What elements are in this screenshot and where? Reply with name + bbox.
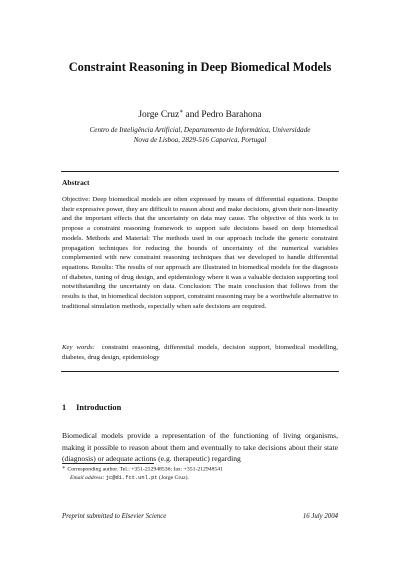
affiliation	[40, 125, 360, 145]
footnote-rule	[62, 463, 154, 464]
author-name-first: Jorge Cruz	[138, 110, 180, 121]
affiliation-line-1: Centro de Inteligência Artificial, Departamento de Informática, Universidade	[89, 126, 311, 134]
footnote-mark: ∗	[62, 466, 66, 471]
affiliation-line-2: Nova de Lisboa, 2829-516 Caparica, Portugal	[133, 136, 267, 144]
footnote	[62, 465, 338, 482]
abstract-bottom-rule	[61, 371, 339, 372]
paper-title: Constraint Reasoning in Deep Biomedical Models	[68, 60, 332, 74]
section-title: Introduction	[76, 403, 122, 412]
abstract-top-rule	[61, 171, 339, 172]
footnote-email-owner: (Jorge Cruz).	[157, 474, 189, 481]
intro-paragraph: Biomedical models provide a representation of the functioning of living organisms, making it possible to reason about them and eventually to take decisions about their state (diagnosis) or adequate actions (e.g. therapeutic) regarding	[62, 431, 338, 464]
footnote-corresponding: Corresponding author. Tel.: +351-212948536; fax: +351-212948541	[67, 466, 223, 473]
footnote-line-2	[62, 474, 338, 482]
section-number: 1	[62, 403, 67, 412]
author-line	[40, 108, 360, 120]
footnote-line-1	[62, 465, 338, 474]
footer-date: 16 July 2004	[302, 513, 338, 520]
section-heading	[62, 403, 121, 412]
abstract-heading: Abstract	[62, 178, 90, 187]
footer-preprint-note: Preprint submitted to Elsevier Science	[62, 513, 167, 520]
abstract-body: Objective: Deep biomedical models are often expressed by means of differential equations. Despite their expressive power, they are difficult to reason about and make decisions, given their non-linearity and the important effects that the uncertainty on data may cause. The objective of this work is to propose a constraint reasoning framework to support safe decisions based on deep biomedical models. Methods and Material: The methods used in our approach include the generic constraint propagation techniques for reducing the bounds of uncertainty of the numerical variables complemented with new constraint reasoning techniques that we developed to handle differential equations. Results: The results of our approach are illustrated in biomedical models for the diagnosis of diabetes, tuning of drug design, and epidemiology where it was a valuable decision supporting tool notwithstanding the uncertainty on data. Conclusion: The main conclusion that follows from the results is that, in biomedical decision support, constraint reasoning may be a worthwhile alternative to traditional simulation methods, especially when safe decisions are required.	[62, 196, 338, 310]
keywords-text: constraint reasoning, differential models, decision support, biomedical modelling, diabetes, drug design, epidemiology	[62, 344, 339, 361]
keywords-label: Key words:	[62, 344, 95, 351]
author-name-rest: and Pedro Barahona	[183, 110, 262, 121]
keywords	[62, 343, 338, 362]
footnote-email[interactable]: jc@di.fct.unl.pt	[105, 474, 158, 481]
footnote-email-label: Email address:	[70, 474, 105, 481]
corresponding-author-mark: ∗	[179, 109, 184, 115]
